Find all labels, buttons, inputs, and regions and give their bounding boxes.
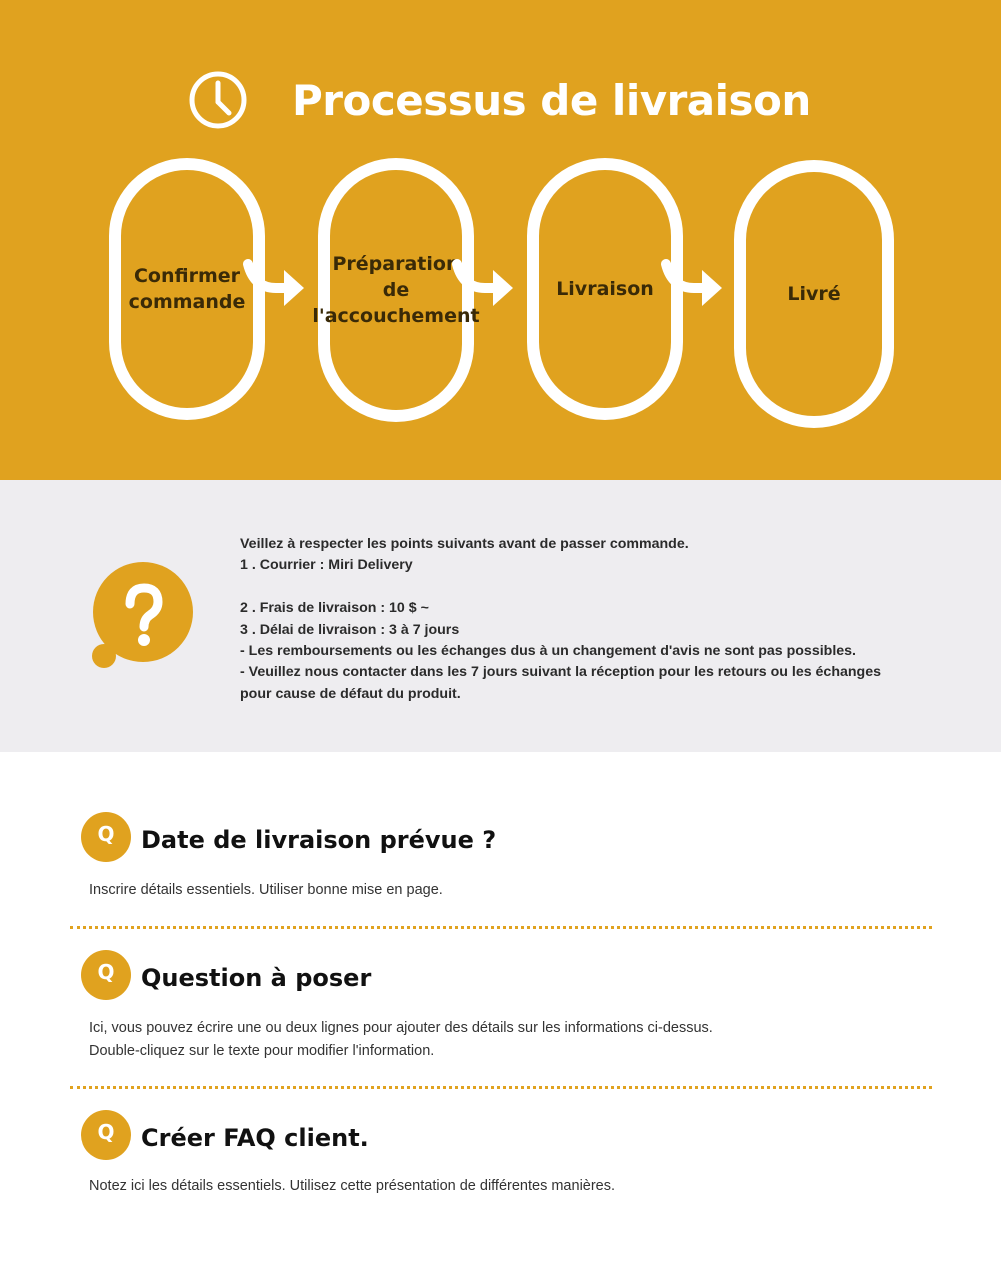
step-label <box>312 251 480 329</box>
faq-answer-line: Ici, vous pouvez écrire une ou deux lignes pour ajouter des détails sur les informations ci-dessus. <box>89 1020 713 1036</box>
faq-question: Créer FAQ client. <box>141 1124 369 1152</box>
faq-item <box>0 950 1001 1070</box>
step-label-line: Préparation <box>332 253 460 275</box>
step-label-line: commande <box>128 291 246 313</box>
q-badge: Q <box>81 950 131 1000</box>
step-label <box>129 263 246 315</box>
page-title: Processus de livraison <box>292 75 811 125</box>
faq-answer-line: Notez ici les détails essentiels. Utilisez cette présentation de différentes manières. <box>89 1178 616 1194</box>
order-notice-section <box>0 480 1001 752</box>
divider <box>70 1086 932 1089</box>
faq-answer <box>89 1017 713 1063</box>
notice-line: 2 . Frais de livraison : 10 $ ~ <box>240 600 429 617</box>
faq-question: Question à poser <box>141 964 372 992</box>
q-badge: Q <box>81 1110 131 1160</box>
notice-line: Veillez à respecter les points suivants avant de passer commande. <box>240 536 689 552</box>
delivery-process-header <box>0 0 1001 480</box>
step-label <box>787 281 840 307</box>
notice-text <box>240 534 920 705</box>
faq-question: Date de livraison prévue ? <box>141 826 497 854</box>
step-label-line: l'accouchement <box>312 305 480 327</box>
arrow-right-icon <box>240 258 306 312</box>
step-label <box>556 276 654 302</box>
notice-line <box>240 577 920 598</box>
notice-line: 1 . Courrier : Miri Delivery <box>240 557 413 574</box>
step-label-line: Livré <box>787 283 841 305</box>
faq-item <box>0 812 1001 912</box>
notice-line: pour cause de défaut du produit. <box>240 685 461 702</box>
faq-answer <box>89 879 443 902</box>
faq-answer-line: Double-cliquez sur le texte pour modifier l'information. <box>89 1043 435 1059</box>
faq-answer <box>89 1175 615 1198</box>
question-bubble-icon <box>88 560 198 670</box>
step-label-line: de <box>382 279 410 301</box>
divider <box>70 926 932 929</box>
faq-item <box>0 1110 1001 1210</box>
q-badge: Q <box>81 812 131 862</box>
arrow-right-icon <box>658 258 724 312</box>
step-label-line: Livraison <box>556 278 654 300</box>
step-label-line: Confirmer <box>133 265 241 287</box>
arrow-right-icon <box>449 258 515 312</box>
notice-line: - Les remboursements ou les échanges dus à un changement d'avis ne sont pas possibles. <box>240 643 856 660</box>
step-delivered <box>734 160 894 428</box>
faq-answer-line: Inscrire détails essentiels. Utiliser bonne mise en page. <box>89 882 443 898</box>
notice-line: - Veuillez nous contacter dans les 7 jours suivant la réception pour les retours ou les échanges <box>240 664 881 681</box>
notice-line: 3 . Délai de livraison : 3 à 7 jours <box>240 621 460 638</box>
process-steps <box>0 0 1001 480</box>
